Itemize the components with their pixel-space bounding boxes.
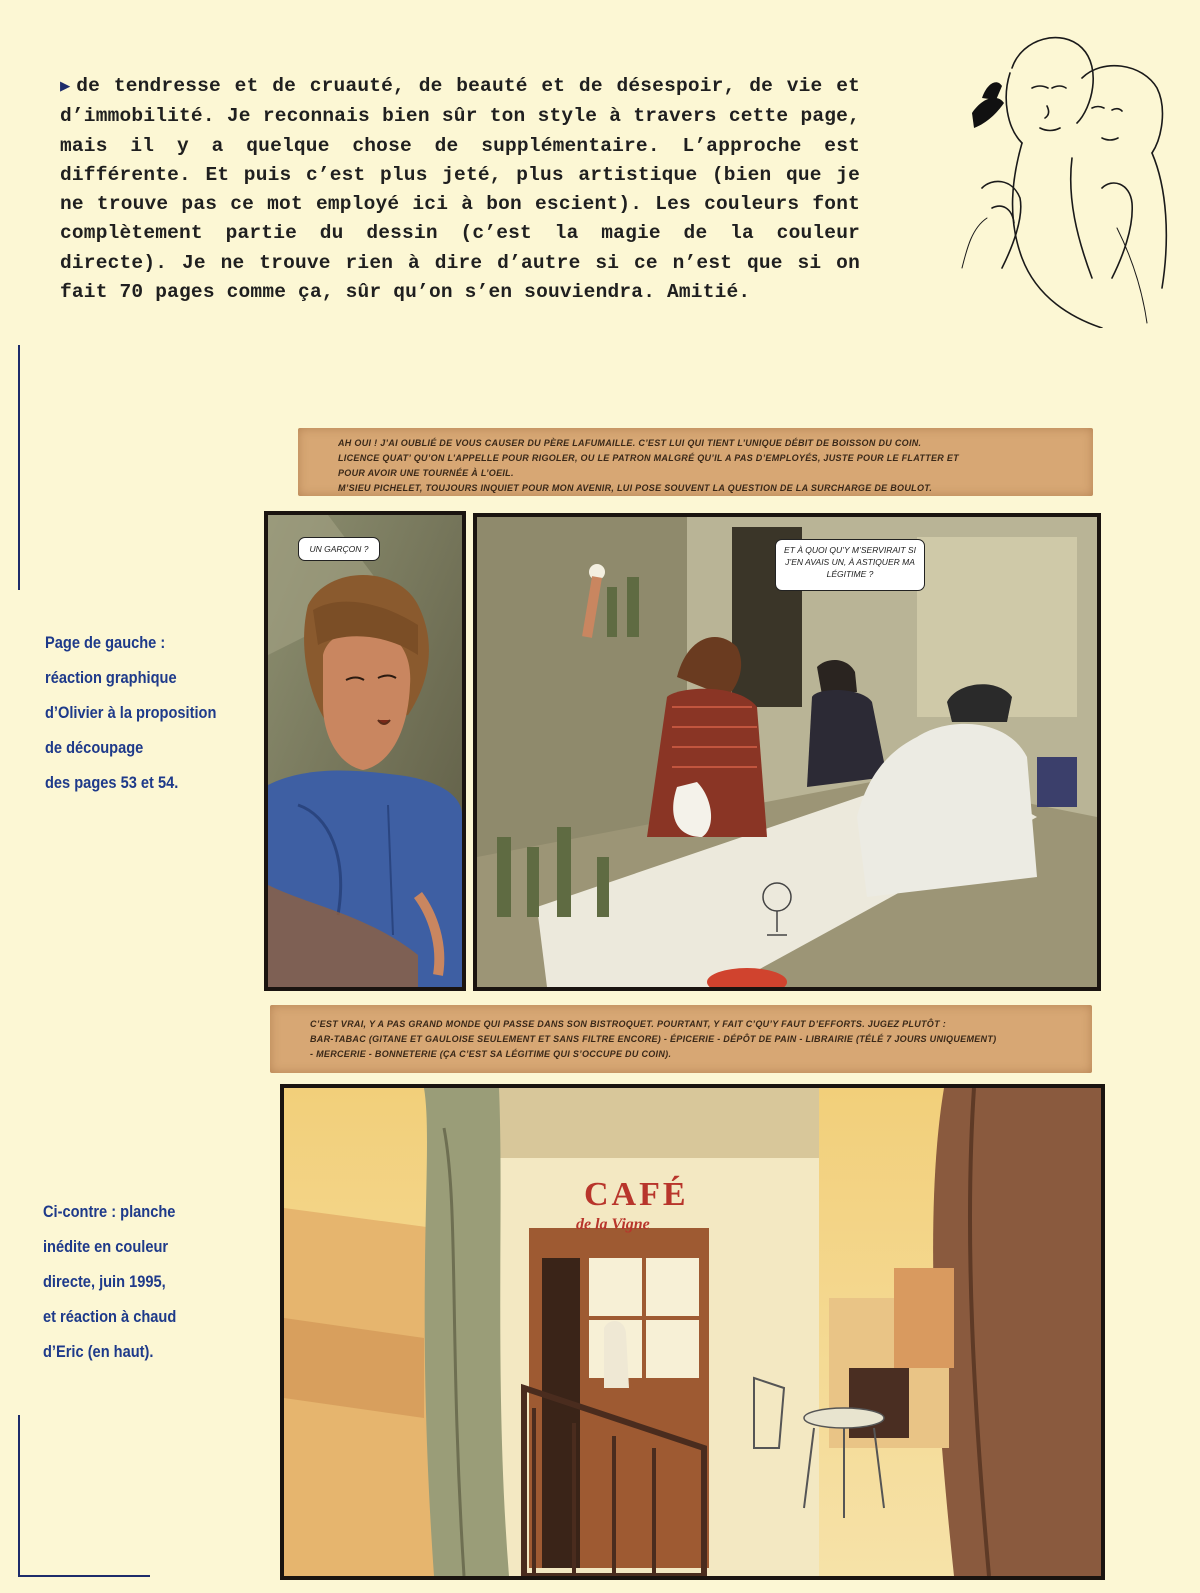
triangle-right-icon: ▶ bbox=[60, 78, 73, 97]
caption-line: d’Eric (en haut). bbox=[43, 1342, 154, 1361]
caption-line: des pages 53 et 54. bbox=[45, 773, 179, 792]
bottom-rule bbox=[18, 1575, 150, 1577]
left-rule-top bbox=[18, 345, 20, 590]
cafe-sign-subtitle: de la Vigne bbox=[576, 1216, 650, 1233]
narration-strip-bottom bbox=[270, 1005, 1092, 1073]
left-rule-bottom bbox=[18, 1415, 20, 1575]
caption-line: inédite en couleur bbox=[43, 1237, 169, 1256]
sketch-illustration bbox=[952, 28, 1172, 328]
strip-line: C’EST VRAI, Y A PAS GRAND MONDE QUI PASSE DANS SON BISTROQUET. POURTANT, Y FAIT C’QU’Y FAUT D’EFFORTS. JUGEZ PLUTÔT : bbox=[310, 1019, 946, 1029]
caption-line: réaction graphique bbox=[45, 668, 177, 687]
caption-line: d’Olivier à la proposition bbox=[45, 703, 217, 722]
strip-line: - MERCERIE - BONNETERIE (ÇA C’EST SA LÉGITIME QUI S’OCCUPE DU COIN). bbox=[310, 1049, 672, 1059]
cafe-sign: CAFÉ bbox=[584, 1176, 689, 1213]
strip-line: LICENCE QUAT’ QU’ON L’APPELLE POUR RIGOLER, OU LE PATRON MALGRÉ QU’IL A PAS D’EMPLOYÉS, JUSTE POUR LE FLATTER ET bbox=[338, 453, 959, 463]
letter-body: de tendresse et de cruauté, de beauté et de désespoir, de vie et d’immobilité. Je reconnais bien sûr ton style à travers cette page, mais il y a quelque chose de supplémentaire. L’approche est différente. Et puis c’est plus jeté, plus artistique (bien que je ne trouve pas ce mot employé ici à bon escient). Les couleurs font complètement partie du dessin (c’est la magie de la couleur directe). Je ne trouve rien à dire d’autre si ce n’est que si on fait 70 pages comme ça, sûr qu’on s’en souviendra. Amitié. bbox=[60, 75, 860, 304]
panel-boy bbox=[264, 511, 466, 991]
caption-opposite bbox=[43, 1194, 198, 1369]
caption-line: directe, juin 1995, bbox=[43, 1272, 166, 1291]
caption-line: Page de gauche : bbox=[45, 633, 166, 652]
caption-left-page bbox=[45, 625, 244, 800]
strip-line: POUR AVOIR UNE TOURNÉE À L’OEIL. bbox=[338, 468, 514, 478]
strip-line: BAR-TABAC (GITANE ET GAULOISE SEULEMENT ET SANS FILTRE ENCORE) - ÉPICERIE - DÉPÔT DE PAIN - LIBRAIRIE (TÉLÉ 7 JOURS UNIQUEMENT) bbox=[310, 1034, 997, 1044]
caption-line: Ci-contre : planche bbox=[43, 1202, 176, 1221]
panel-cafe-art bbox=[284, 1088, 1101, 1576]
caption-line: de découpage bbox=[45, 738, 144, 757]
speech-bubble-boy: UN GARÇON ? bbox=[298, 537, 380, 561]
speech-bubble-barman: ET À QUOI QU’Y M’SERVIRAIT SI J’EN AVAIS UN, À ASTIQUER MA LÉGITIME ? bbox=[775, 539, 925, 591]
panel-cafe bbox=[280, 1084, 1105, 1580]
panel-boy-art bbox=[268, 515, 462, 987]
strip-line: AH OUI ! J’AI OUBLIÉ DE VOUS CAUSER DU PÈRE LAFUMAILLE. C’EST LUI QUI TIENT L’UNIQUE DÉBIT DE BOISSON DU COIN. bbox=[338, 438, 922, 448]
strip-line: M’SIEU PICHELET, TOUJOURS INQUIET POUR MON AVENIR, LUI POSE SOUVENT LA QUESTION DE LA SURCHARGE DE BOULOT. bbox=[338, 483, 933, 493]
letter-text bbox=[60, 72, 860, 307]
narration-strip-top bbox=[298, 428, 1093, 496]
caption-line: et réaction à chaud bbox=[43, 1307, 177, 1326]
panel-bar bbox=[473, 513, 1101, 991]
